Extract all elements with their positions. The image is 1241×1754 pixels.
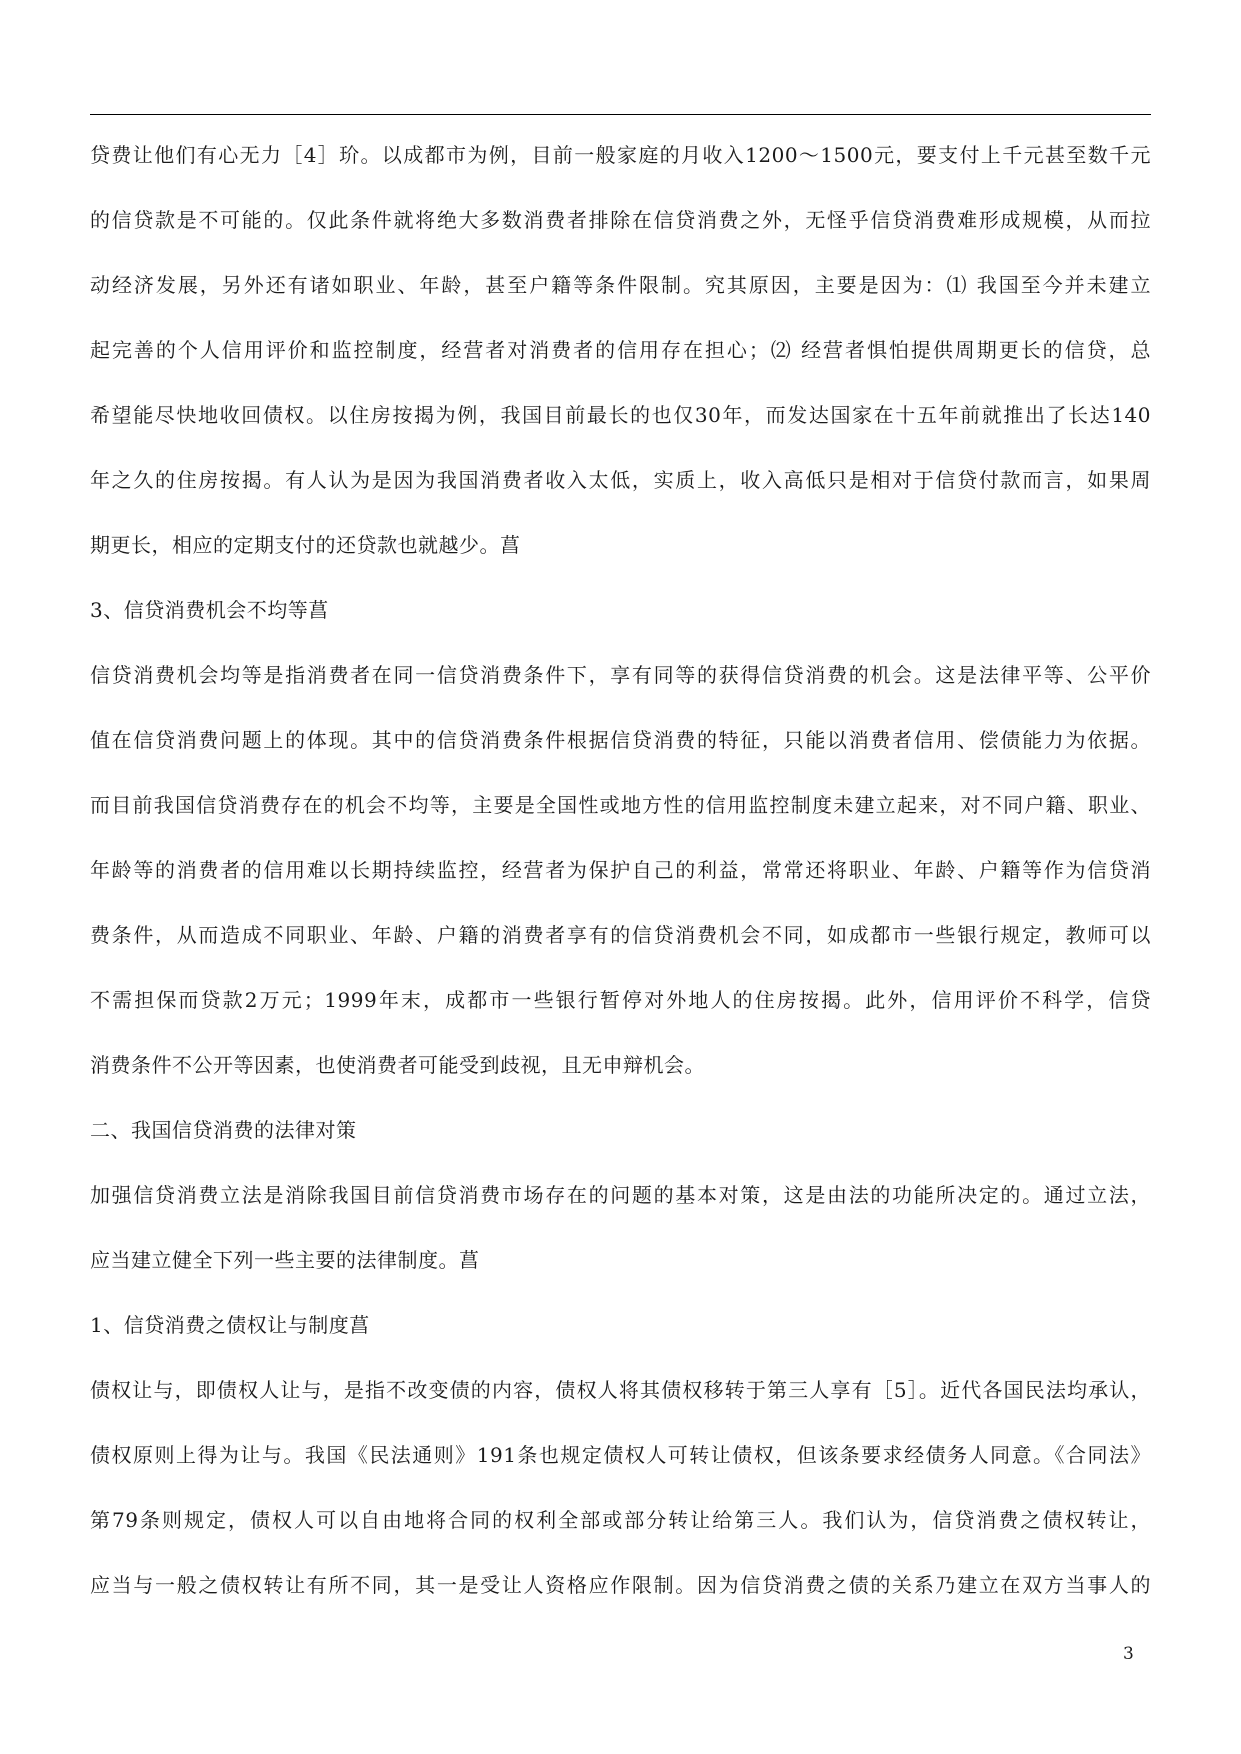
text-line: 起完善的个人信用评价和监控制度，经营者对消费者的信用存在担心；⑵ 经营者惧怕提供周期更长的信贷，总	[90, 338, 1151, 362]
text-line: 1、信贷消费之债权让与制度菖	[90, 1313, 370, 1337]
text-line: 二、我国信贷消费的法律对策	[90, 1118, 357, 1142]
page-number: 3	[1123, 1644, 1134, 1664]
text-line: 值在信贷消费问题上的体现。其中的信贷消费条件根据信贷消费的特征，只能以消费者信用、偿债能力为依据。	[90, 728, 1151, 752]
text-line: 不需担保而贷款2万元；1999年末，成都市一些银行暂停对外地人的住房按揭。此外，信用评价不科学，信贷	[90, 988, 1151, 1012]
text-line: 应当建立健全下列一些主要的法律制度。菖	[90, 1248, 480, 1272]
text-line: 第79条则规定，债权人可以自由地将合同的权利全部或部分转让给第三人。我们认为，信贷消费之债权转让，	[90, 1508, 1151, 1532]
text-line: 的信贷款是不可能的。仅此条件就将绝大多数消费者排除在信贷消费之外，无怪乎信贷消费难形成规模，从而拉	[90, 208, 1151, 232]
text-line: 债权让与，即债权人让与，是指不改变债的内容，债权人将其债权移转于第三人享有［5］。近代各国民法均承认，	[90, 1378, 1151, 1402]
header-rule	[90, 114, 1151, 115]
text-line: 希望能尽快地收回债权。以住房按揭为例，我国目前最长的也仅30年，而发达国家在十五年前就推出了长达140	[90, 403, 1151, 427]
text-line: 年之久的住房按揭。有人认为是因为我国消费者收入太低，实质上，收入高低只是相对于信贷付款而言，如果周	[90, 468, 1151, 492]
text-line: 债权原则上得为让与。我国《民法通则》191条也规定债权人可转让债权，但该条要求经债务人同意。《合同法》	[90, 1443, 1151, 1467]
document-body	[90, 123, 1151, 1618]
text-line: 动经济发展，另外还有诸如职业、年龄，甚至户籍等条件限制。究其原因，主要是因为：⑴ 我国至今并未建立	[90, 273, 1151, 297]
text-line: 年龄等的消费者的信用难以长期持续监控，经营者为保护自己的利益，常常还将职业、年龄、户籍等作为信贷消	[90, 858, 1151, 882]
text-line: 费条件，从而造成不同职业、年龄、户籍的消费者享有的信贷消费机会不同，如成都市一些银行规定，教师可以	[90, 923, 1151, 947]
text-line: 信贷消费机会均等是指消费者在同一信贷消费条件下，享有同等的获得信贷消费的机会。这是法律平等、公平价	[90, 663, 1151, 687]
text-line: 而目前我国信贷消费存在的机会不均等，主要是全国性或地方性的信用监控制度未建立起来，对不同户籍、职业、	[90, 793, 1151, 817]
text-line: 期更长，相应的定期支付的还贷款也就越少。菖	[90, 533, 521, 557]
text-line: 贷费让他们有心无力［4］玠。以成都市为例，目前一般家庭的月收入1200～1500元，要支付上千元甚至数千元	[90, 143, 1151, 167]
text-line: 加强信贷消费立法是消除我国目前信贷消费市场存在的问题的基本对策，这是由法的功能所决定的。通过立法，	[90, 1183, 1151, 1207]
text-line: 3、信贷消费机会不均等菖	[90, 598, 329, 622]
text-line: 消费条件不公开等因素，也使消费者可能受到歧视，且无申辩机会。	[90, 1053, 705, 1077]
text-line: 应当与一般之债权转让有所不同，其一是受让人资格应作限制。因为信贷消费之债的关系乃建立在双方当事人的	[90, 1573, 1151, 1597]
